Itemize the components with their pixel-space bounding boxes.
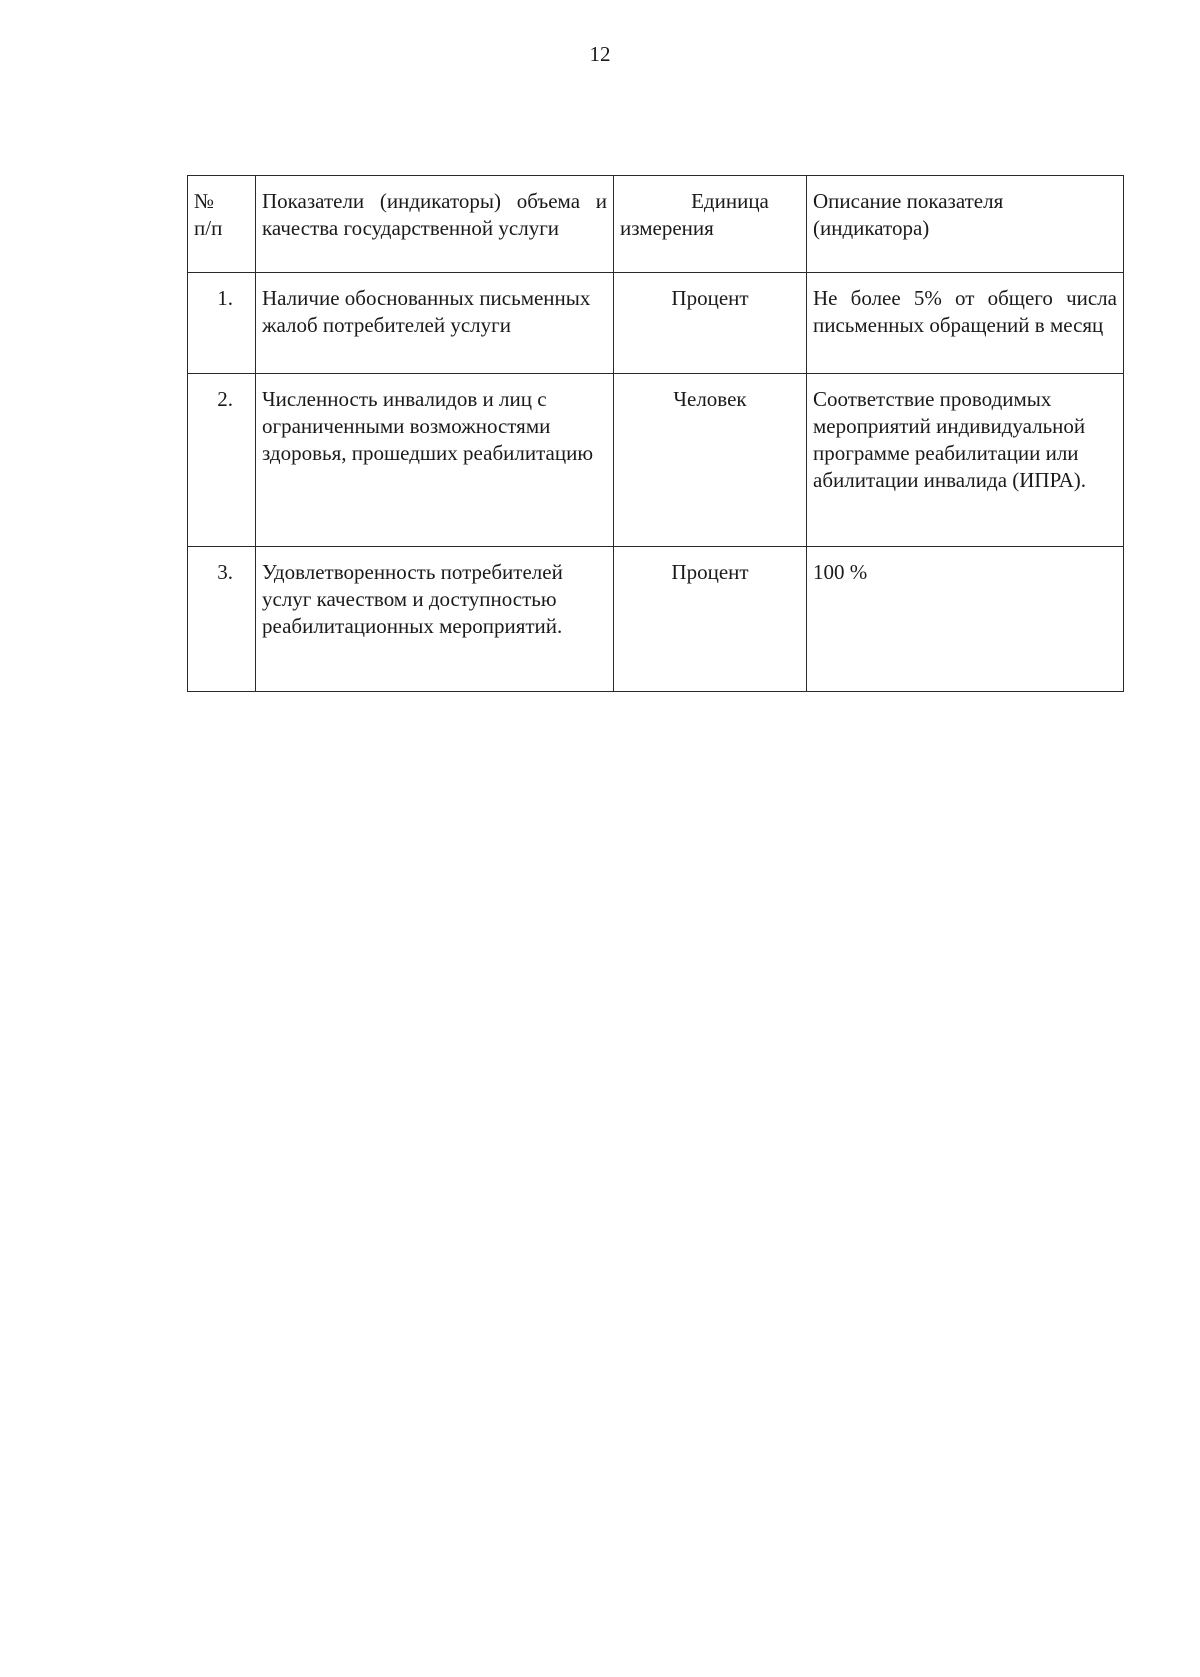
header-unit-line2: измерения	[620, 216, 714, 240]
indicators-table	[187, 175, 1124, 692]
row-description: Не более 5% от общего числа письменных обращений в месяц	[807, 273, 1124, 374]
table-row	[188, 273, 1124, 374]
header-unit-line1: Единица	[691, 189, 769, 213]
row-indicator: Удовлетворенность потребителей услуг качеством и доступностью реабилитационных мероприятий.	[256, 547, 614, 692]
row-unit: Человек	[614, 374, 807, 547]
row-unit: Процент	[614, 547, 807, 692]
row-unit: Процент	[614, 273, 807, 374]
header-unit-cell	[614, 176, 807, 273]
page-number: 12	[589, 42, 611, 66]
row-description: 100 %	[807, 547, 1124, 692]
header-description-cell	[807, 176, 1124, 273]
row-description: Соответствие проводимых мероприятий индивидуальной программе реабилитации или абилитации инвалида (ИПРА).	[807, 374, 1124, 547]
row-number: 1.	[188, 273, 256, 374]
table-row	[188, 547, 1124, 692]
row-number: 3.	[188, 547, 256, 692]
header-indicator-label: Показатели (индикаторы) объема и качества государственной услуги	[262, 189, 607, 240]
table-row	[188, 374, 1124, 547]
header-number-cell	[188, 176, 256, 273]
row-indicator: Численность инвалидов и лиц с ограниченными возможностями здоровья, прошедших реабилитацию	[256, 374, 614, 547]
header-number-symbol: №	[194, 189, 215, 213]
row-number: 2.	[188, 374, 256, 547]
header-description-label: Описание показателя (индикатора)	[813, 189, 1004, 240]
header-number-abbr: п/п	[194, 216, 223, 240]
header-indicator-cell	[256, 176, 614, 273]
table-header-row	[188, 176, 1124, 273]
row-indicator: Наличие обоснованных письменных жалоб потребителей услуги	[256, 273, 614, 374]
